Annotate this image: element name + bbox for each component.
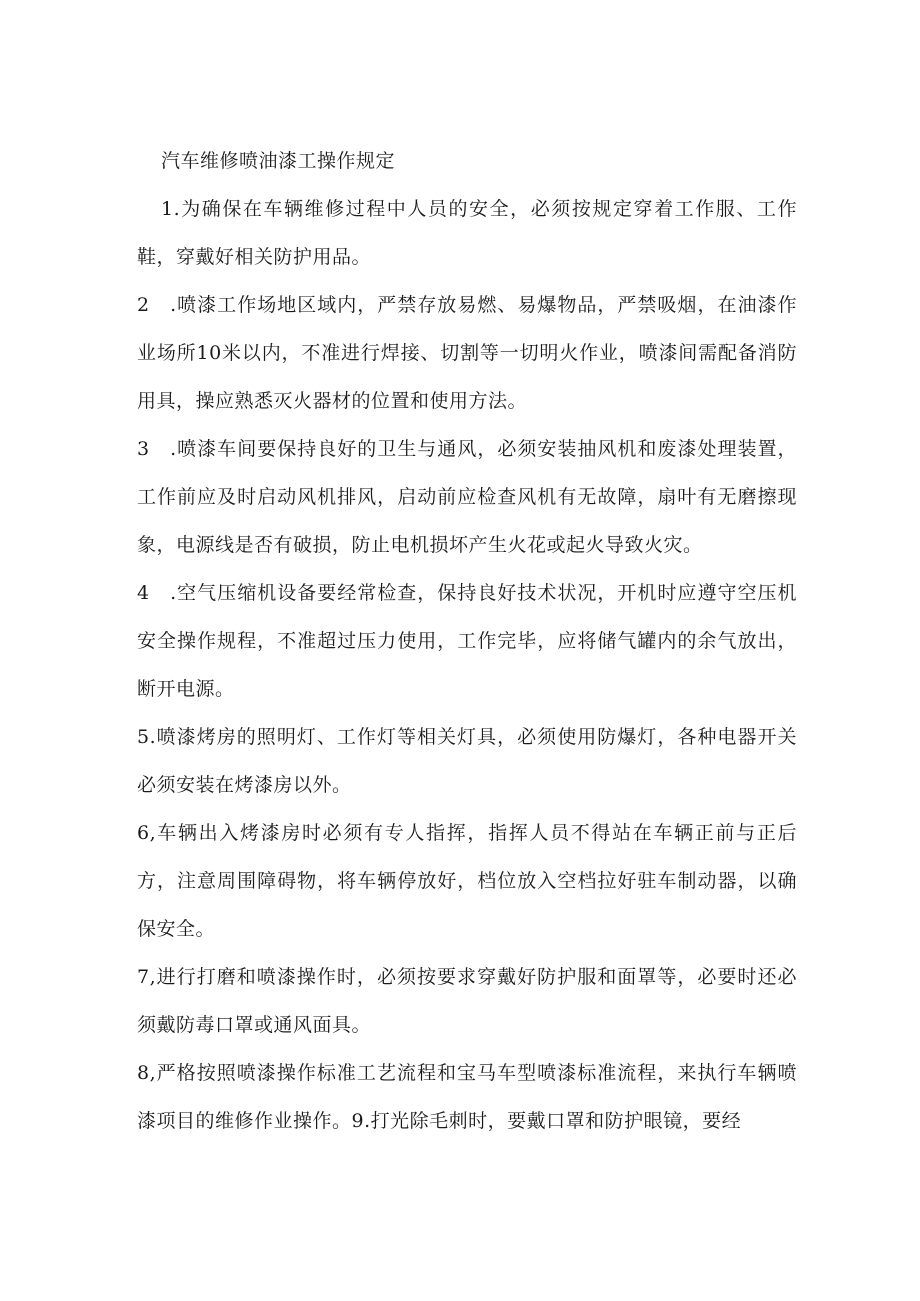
paragraph-3: 3 .喷漆车间要保持良好的卫生与通风，必须安装抽风机和废漆处理装置，工作前应及时启动风机排风，启动前应检查风机有无故障，扇叶有无磨擦现象，电源线是否有破损，防止电机损坏产生火花或起火导致火灾。: [137, 438, 797, 556]
document-title: 汽车维修喷油漆工操作规定: [161, 150, 396, 172]
paragraph-8: 8,严格按照喷漆操作标准工艺流程和宝马车型喷漆标准流程，来执行车辆喷漆项目的维修作业操作。9.打光除毛刺时，要戴口罩和防护眼镜，要经: [137, 1062, 797, 1132]
paragraph-5: 5.喷漆烤房的照明灯、工作灯等相关灯具，必须使用防爆灯，各种电器开关必须安装在烤漆房以外。: [137, 726, 797, 796]
paragraph-4: 4 .空气压缩机设备要经常检查，保持良好技术状况，开机时应遵守空压机安全操作规程，不准超过压力使用，工作完毕，应将储气罐内的余气放出，断开电源。: [137, 582, 797, 700]
paragraph-6: 6,车辆出入烤漆房时必须有专人指挥，指挥人员不得站在车辆正前与正后方，注意周围障碍物，将车辆停放好，档位放入空档拉好驻车制动器，以确保安全。: [137, 822, 797, 940]
document-body: [137, 137, 797, 1145]
paragraph-2: 2 .喷漆工作场地区域内，严禁存放易燃、易爆物品，严禁吸烟，在油漆作业场所10米以内，不准进行焊接、切割等一切明火作业，喷漆间需配备消防用具，操应熟悉灭火器材的位置和使用方法。: [137, 294, 797, 412]
paragraph-7: 7,进行打磨和喷漆操作时，必须按要求穿戴好防护服和面罩等，必要时还必须戴防毒口罩或通风面具。: [137, 966, 797, 1036]
paragraph-1: 1.为确保在车辆维修过程中人员的安全，必须按规定穿着工作服、工作鞋，穿戴好相关防护用品。: [137, 198, 797, 268]
